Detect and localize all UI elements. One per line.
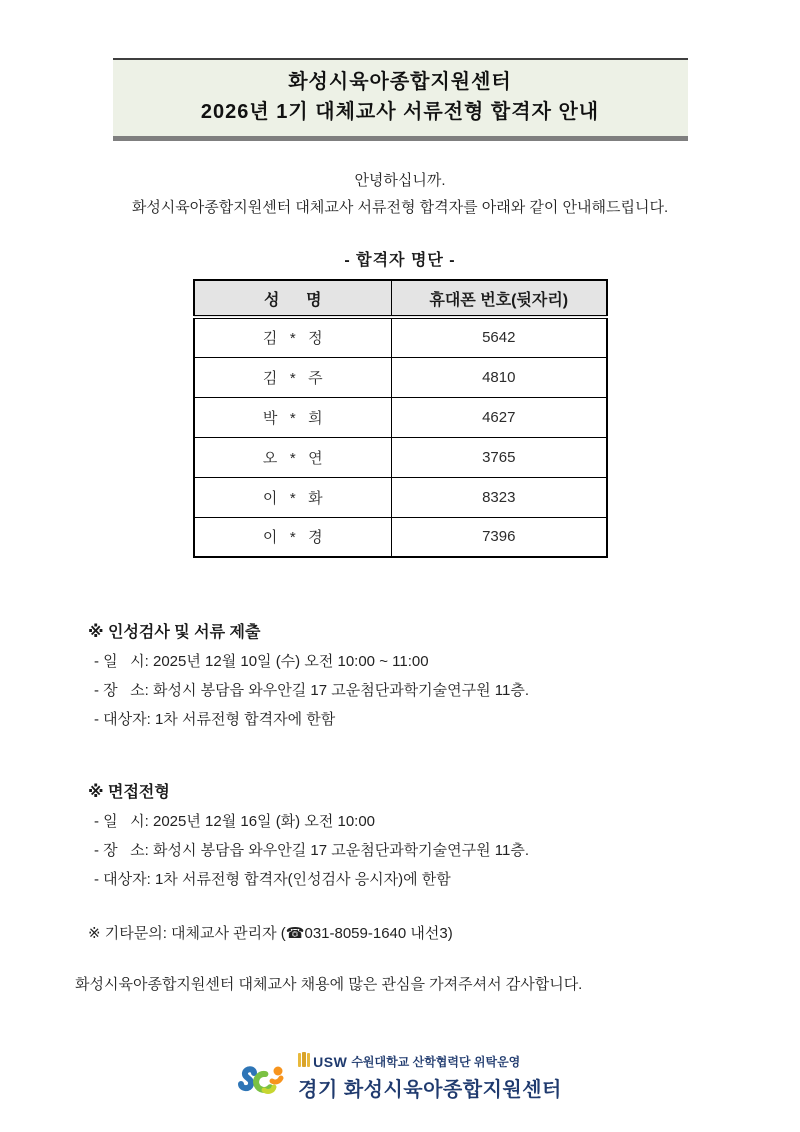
section-title: ※ 면접전형 xyxy=(88,784,170,801)
center-name-text: 경기 화성시육아종합지원센터 xyxy=(298,1079,562,1101)
table-row xyxy=(194,437,607,477)
cell-phone: 4810 xyxy=(392,357,607,397)
header-phone: 휴대폰 번호(뒷자리) xyxy=(392,280,607,317)
contact-info: ※ 기타문의: 대체교사 관리자 (☎031-8059-1640 내선3) xyxy=(88,925,453,942)
pass-list-table xyxy=(193,279,608,558)
cell-phone: 5642 xyxy=(392,317,607,357)
cell-name: 박 * 희 xyxy=(194,397,392,437)
table-header-row xyxy=(194,280,607,317)
usw-wordmark: USW xyxy=(313,1053,348,1070)
section-personality-test xyxy=(88,618,800,734)
cell-phone: 4627 xyxy=(392,397,607,437)
pass-list-title: - 합격자 명단 - xyxy=(344,252,456,269)
cell-phone: 8323 xyxy=(392,477,607,517)
greeting-line-2: 화성시육아종합지원센터 대체교사 서류전형 합격자를 아래와 같이 안내해드립니다. xyxy=(131,199,669,216)
notice-title: 2026년 1기 대체교사 서류전형 합격자 안내 xyxy=(200,101,600,123)
section-item-target: - 대상자: 1차 서류전형 합격자에 한함 xyxy=(94,711,336,728)
table-row xyxy=(194,397,607,437)
section-item-date: - 일 시: 2025년 12월 10일 (수) 오전 10:00 ~ 11:00 xyxy=(94,653,429,670)
section-item-date: - 일 시: 2025년 12월 16일 (화) 오전 10:00 xyxy=(94,813,376,830)
cell-name: 오 * 연 xyxy=(194,437,392,477)
table-row xyxy=(194,357,607,397)
footer-logo-block xyxy=(0,1052,800,1102)
cell-phone: 7396 xyxy=(392,517,607,557)
closing-remark: 화성시육아종합지원센터 대체교사 채용에 많은 관심을 가져주셔서 감사합니다. xyxy=(75,976,583,993)
header-name: 성 명 xyxy=(194,280,392,317)
section-title: ※ 인성검사 및 서류 제출 xyxy=(88,624,261,641)
cell-name: 김 * 주 xyxy=(194,357,392,397)
org-title: 화성시육아종합지원센터 xyxy=(288,71,512,93)
footer-operator-line xyxy=(298,1052,562,1071)
cell-name: 이 * 화 xyxy=(194,477,392,517)
operator-text: 수원대학교 산학협력단 위탁운영 xyxy=(351,1055,521,1069)
usw-emblem-icon xyxy=(298,1052,310,1071)
section-item-place: - 장 소: 화성시 봉담읍 와우안길 17 고운첨단과학기술연구원 11층. xyxy=(94,682,530,699)
greeting-paragraph xyxy=(0,167,800,221)
center-swirl-logo-icon xyxy=(238,1059,290,1104)
section-item-place: - 장 소: 화성시 봉담읍 와우안길 17 고운첨단과학기술연구원 11층. xyxy=(94,842,530,859)
document-title-box xyxy=(113,58,688,141)
greeting-line-1: 안녕하십니까. xyxy=(354,172,446,189)
table-row xyxy=(194,517,607,557)
cell-name: 이 * 경 xyxy=(194,517,392,557)
table-row xyxy=(194,477,607,517)
cell-name: 김 * 정 xyxy=(194,317,392,357)
section-item-target: - 대상자: 1차 서류전형 합격자(인성검사 응시자)에 한함 xyxy=(94,871,451,888)
table-row xyxy=(194,317,607,357)
section-interview xyxy=(88,778,800,894)
cell-phone: 3765 xyxy=(392,437,607,477)
